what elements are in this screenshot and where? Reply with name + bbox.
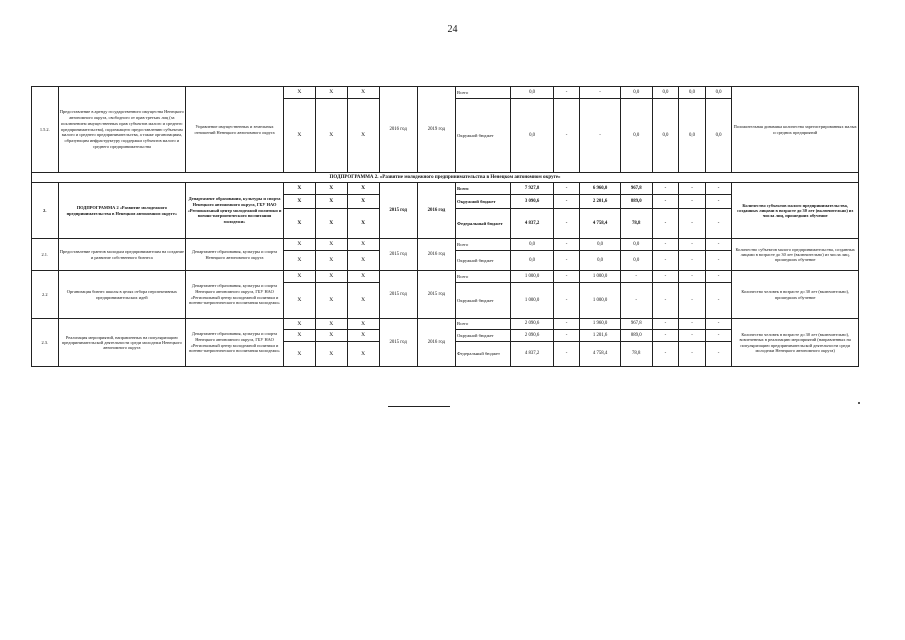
funding-cell: - [652, 239, 679, 251]
funding-cell: - [553, 319, 580, 330]
funding-total: 0,0 [511, 99, 554, 173]
funding-cell: - [705, 342, 732, 367]
start-year: 2015 год [379, 239, 417, 271]
funding-cell: - [553, 271, 580, 283]
funding-cell: 2 201,6 [580, 195, 620, 209]
x-mark: X [315, 271, 347, 283]
funding-cell: 0,0 [580, 239, 620, 251]
funding-source: Окружной бюджет [456, 195, 511, 209]
funding-cell: - [652, 319, 679, 330]
funding-source: Окружной бюджет [456, 251, 511, 271]
funding-cell: 967,8 [620, 183, 652, 195]
funding-cell: - [679, 209, 706, 239]
funding-cell: - [679, 183, 706, 195]
funding-cell: - [620, 271, 652, 283]
page-number: 24 [447, 24, 458, 35]
funding-cell: - [705, 271, 732, 283]
funding-source: Всего [456, 319, 511, 330]
funding-cell: 889,0 [620, 330, 652, 342]
x-mark: X [315, 239, 347, 251]
row-number: 2.3. [32, 319, 59, 367]
funding-total: 7 927,8 [511, 183, 554, 195]
x-mark: X [315, 251, 347, 271]
funding-cell: 0,0 [620, 87, 652, 99]
x-mark: X [283, 99, 315, 173]
funding-cell: - [553, 283, 580, 319]
funding-cell: 0,0 [652, 99, 679, 173]
funding-total: 4 837,2 [511, 342, 554, 367]
subprogram-title: ПОДПРОГРАММА 2. «Развитие молодежного предпринимательства в Ненецком автономном округе» [32, 173, 859, 183]
funding-total: 1 000,0 [511, 283, 554, 319]
x-mark: X [347, 342, 379, 367]
row-number: 2.2 [32, 271, 59, 319]
executor: Департамент образования, культуры и спорта Ненецкого автономного округа, ГБУ НАО «Региональный центр молодежной политики и военно-патриотического воспитания молодежи» [186, 319, 284, 367]
activity-name: Предоставление грантов молодым предпринимателям на создание и развитие собственного бизнеса [58, 239, 186, 271]
funding-cell: - [553, 183, 580, 195]
funding-cell: - [652, 330, 679, 342]
funding-cell: - [652, 251, 679, 271]
funding-cell: - [679, 330, 706, 342]
funding-cell: - [580, 99, 620, 173]
x-mark: X [315, 319, 347, 330]
funding-cell: - [679, 195, 706, 209]
funding-cell: - [553, 99, 580, 173]
x-mark: X [347, 319, 379, 330]
x-mark: X [315, 195, 347, 209]
funding-source: Окружной бюджет [456, 330, 511, 342]
funding-source: Окружной бюджет [456, 283, 511, 319]
funding-source: Всего [456, 183, 511, 195]
funding-cell: - [679, 342, 706, 367]
activity-name: Предоставление в аренду государственного имущества Ненецкого автономного округа, свободного от прав третьих лиц (за исключением имущественных прав субъектов малого и среднего предпринимательства), подлежащего предоставлению субъектам малого и среднего предпринимательства, а также организациям, образующим инфраструктуру поддержки субъектов малого и среднего предпринимательства [58, 87, 186, 173]
funding-cell: 0,0 [679, 99, 706, 173]
x-mark: X [315, 330, 347, 342]
funding-cell: - [652, 271, 679, 283]
funding-total: 0,0 [511, 87, 554, 99]
end-year: 2016 год [417, 183, 455, 239]
start-year: 2015 год [379, 271, 417, 319]
funding-cell: 0,0 [620, 99, 652, 173]
funding-cell: - [705, 239, 732, 251]
end-year: 2016 год [417, 239, 455, 271]
row-number: 2. [32, 183, 59, 239]
funding-source: Федеральный бюджет [456, 209, 511, 239]
funding-cell: - [652, 195, 679, 209]
x-mark: X [347, 330, 379, 342]
activity-name: Реализация мероприятий, направленных на популяризацию предпринимательской деятельности среди молодежи Ненецкого автономного округа [58, 319, 186, 367]
funding-cell: - [553, 209, 580, 239]
funding-cell: 0,0 [652, 87, 679, 99]
x-mark: X [347, 251, 379, 271]
funding-cell: - [705, 251, 732, 271]
row-number: 2.1. [32, 239, 59, 271]
x-mark: X [315, 87, 347, 99]
end-year: 2015 год [417, 271, 455, 319]
x-mark: X [283, 271, 315, 283]
funding-cell: - [553, 251, 580, 271]
funding-cell: - [652, 283, 679, 319]
funding-cell: 78,8 [620, 342, 652, 367]
funding-cell: - [705, 195, 732, 209]
x-mark: X [315, 99, 347, 173]
funding-source: Федеральный бюджет [456, 342, 511, 367]
x-mark: X [347, 99, 379, 173]
x-mark: X [283, 251, 315, 271]
target-indicator: Количество человек в возрасте до 30 лет (включительно), прошедших обучение [732, 271, 859, 319]
funding-total: 2 090,6 [511, 319, 554, 330]
funding-cell: - [620, 283, 652, 319]
end-year: 2016 год [417, 319, 455, 367]
funding-cell: - [553, 195, 580, 209]
x-mark: X [283, 209, 315, 239]
funding-source: Всего [456, 87, 511, 99]
funding-cell: - [705, 283, 732, 319]
x-mark: X [347, 195, 379, 209]
funding-cell: 6 960,0 [580, 183, 620, 195]
funding-cell: 78,8 [620, 209, 652, 239]
funding-cell: - [705, 183, 732, 195]
x-mark: X [283, 183, 315, 195]
funding-cell: - [553, 239, 580, 251]
funding-total: 0,0 [511, 239, 554, 251]
executor: Департамент образования, культуры и спорта Ненецкого автономного округа, ГБУ НАО «Региональный центр молодежной политики и военно-патриотического воспитания молодежи» [186, 271, 284, 319]
funding-cell: - [679, 251, 706, 271]
end-year: 2019 год [417, 87, 455, 173]
funding-cell: 0,0 [580, 251, 620, 271]
funding-cell: - [705, 209, 732, 239]
funding-cell: - [580, 87, 620, 99]
x-mark: X [283, 342, 315, 367]
x-mark: X [283, 195, 315, 209]
funding-cell: 1 960,0 [580, 319, 620, 330]
funding-cell: 0,0 [705, 87, 732, 99]
funding-cell: 0,0 [705, 99, 732, 173]
closing-rule [388, 406, 450, 407]
funding-cell: - [679, 283, 706, 319]
x-mark: X [283, 330, 315, 342]
x-mark: X [315, 209, 347, 239]
activity-name: ПОДПРОГРАММА 2 «Развитие молодежного предпринимательства в Ненецком автономном округе» [58, 183, 186, 239]
target-indicator: Количество субъектов малого предпринимательства, созданных лицами в возрасте до 30 лет (включительно) из числа лиц, прошедших обучение [732, 239, 859, 271]
funding-total: 2 090,6 [511, 330, 554, 342]
funding-cell: - [705, 319, 732, 330]
executor: Департамент образования, культуры и спорта Ненецкого автономного округа [186, 239, 284, 271]
funding-cell: 1 000,0 [580, 271, 620, 283]
funding-cell: - [652, 209, 679, 239]
funding-total: 1 000,0 [511, 271, 554, 283]
funding-cell: 967,8 [620, 319, 652, 330]
funding-cell: 4 758,4 [580, 209, 620, 239]
funding-total: 4 837,2 [511, 209, 554, 239]
funding-cell: 889,0 [620, 195, 652, 209]
executor: Департамент образования, культуры и спорта Ненецкого автономного округа, ГБУ НАО «Региональный центр молодежной политики и военно-патриотического воспитания молодежи» [186, 183, 284, 239]
funding-source: Окружной бюджет [456, 99, 511, 173]
funding-source: Всего [456, 271, 511, 283]
x-mark: X [315, 183, 347, 195]
funding-cell: 1 201,6 [580, 330, 620, 342]
x-mark: X [315, 342, 347, 367]
x-mark: X [347, 87, 379, 99]
funding-cell: 0,0 [620, 251, 652, 271]
funding-cell: - [679, 239, 706, 251]
x-mark: X [283, 87, 315, 99]
funding-cell: - [652, 183, 679, 195]
funding-total: 0,0 [511, 251, 554, 271]
funding-cell: - [679, 271, 706, 283]
target-indicator: Количество человек в возрасте до 30 лет (включительно), вовлеченных в реализацию мероприятий (направленных на популяризацию предпринимательской деятельности среди молодежи Ненецкого автономного округа) [732, 319, 859, 367]
start-year: 2016 год [379, 87, 417, 173]
funding-cell: 4 758,4 [580, 342, 620, 367]
program-activities-table [31, 86, 859, 367]
funding-cell: - [652, 342, 679, 367]
funding-cell: - [705, 330, 732, 342]
row-number: 1.5.2. [32, 87, 59, 173]
x-mark: X [347, 183, 379, 195]
funding-cell: 0,0 [679, 87, 706, 99]
x-mark: X [283, 319, 315, 330]
funding-source: Всего [456, 239, 511, 251]
executor: Управление имущественных и земельных отношений Ненецкого автономного округа [186, 87, 284, 173]
start-year: 2015 год [379, 183, 417, 239]
x-mark: X [347, 239, 379, 251]
funding-cell: 0,0 [620, 239, 652, 251]
funding-cell: - [679, 319, 706, 330]
scan-mark [858, 402, 860, 404]
start-year: 2015 год [379, 319, 417, 367]
x-mark: X [347, 271, 379, 283]
funding-cell: - [553, 87, 580, 99]
funding-cell: - [553, 342, 580, 367]
x-mark: X [347, 209, 379, 239]
target-indicator: Количество субъектов малого предпринимательства, созданных лицами в возрасте до 30 лет (включительно) из числа лиц, прошедших обучение [732, 183, 859, 239]
funding-total: 3 090,6 [511, 195, 554, 209]
funding-cell: - [553, 330, 580, 342]
x-mark: X [347, 283, 379, 319]
x-mark: X [315, 283, 347, 319]
target-indicator: Положительная динамика количества зарегистрированных малых и средних предприятий [732, 87, 859, 173]
funding-cell: 1 000,0 [580, 283, 620, 319]
activity-name: Организация бизнес школы в целях отбора перспективных предпринимательских идей [58, 271, 186, 319]
x-mark: X [283, 239, 315, 251]
x-mark: X [283, 283, 315, 319]
